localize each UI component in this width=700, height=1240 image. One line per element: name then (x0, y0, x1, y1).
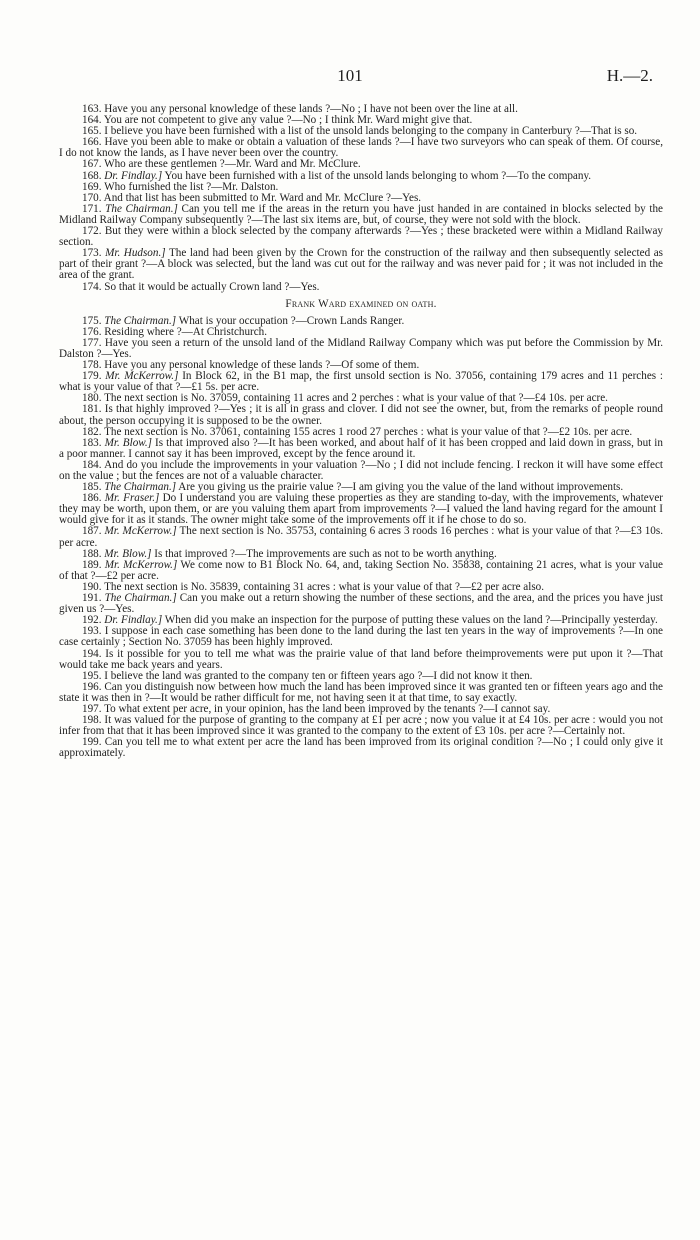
speaker-name: Mr. Hudson.] (105, 247, 166, 260)
question-number: 167. (82, 158, 102, 171)
question-text: Is that improved ?—The improvements are such as not to be worth anything. (154, 547, 497, 560)
speaker-name: The Chairman.] (104, 592, 177, 605)
question-text: Who furnished the list ?—Mr. Dalston. (104, 180, 279, 193)
speaker-name: Mr. McKerrow.] (104, 525, 177, 538)
section-heading: Frank Ward examined on oath. (285, 297, 437, 310)
question-number: 174. (82, 280, 102, 293)
question-paragraph (59, 649, 663, 671)
question-number: 199. (82, 736, 102, 749)
question-text: So that it would be actually Crown land ?—Yes. (104, 280, 320, 293)
question-number: 166. (82, 136, 102, 149)
question-number: 196. (82, 680, 102, 693)
question-text: Is that highly improved ?—Yes ; it is all in grass and clover. I did not see the owner, but, from the remarks of people round about, the person occupying it is supposed to be the owner. (59, 403, 663, 427)
question-text: Have you seen a return of the unsold land of the Midland Railway Company which was put before the Commission by Mr. Dalston ?—Yes. (59, 336, 663, 360)
speaker-name: Mr. McKerrow.] (105, 370, 179, 383)
document-reference: H.—2. (606, 66, 653, 85)
question-text: It was valued for the purpose of granting to the company at £1 per acre ; now you value it at £4 10s. per acre : would you not infer from that that it has been improved since it was granted to the company to the extent of £3 10s. per acre ?—Certainly not. (59, 714, 663, 738)
question-number: 192. (82, 614, 102, 627)
evidence-block-2 (59, 316, 663, 760)
question-number: 181. (82, 403, 102, 416)
speaker-name: The Chairman.] (104, 481, 177, 494)
question-text: The land had been given by the Crown for the construction of the railway and then subsequently selected as part of their grant ?—A block was selected, but the land was cut out for the railway and was never paid for ; it was not included in the area of the grant. (59, 247, 663, 282)
question-paragraph (59, 248, 663, 281)
question-paragraph (59, 560, 663, 582)
question-text: You have been furnished with a list of the unsold lands belonging to whom ?—To the company. (164, 169, 592, 182)
question-text: Have you any personal knowledge of these lands ?—Of some of them. (104, 359, 420, 372)
document-body (59, 104, 663, 759)
speaker-name: The Chairman.] (104, 314, 177, 327)
question-text: Is it possible for you to tell me what was the prairie value of that land before theimprovements were put upon it ?—That would take me back years and years. (59, 647, 663, 671)
question-number: 169. (82, 180, 102, 193)
question-paragraph (59, 404, 663, 426)
question-number: 183. (82, 436, 102, 449)
question-text: Are you giving us the prairie value ?—I am giving you the value of the land without improvements. (178, 481, 624, 494)
question-number: 179. (82, 370, 102, 383)
question-text: Is that improved also ?—It has been worked, and about half of it has been cropped and laid down in grass, but in a poor manner. I cannot say it has been improved, except by the fence around it. (59, 436, 663, 460)
question-text: When did you make an inspection for the purpose of putting these values on the land ?—Principally yesterday. (164, 614, 658, 627)
question-text: I believe the land was granted to the company ten or fifteen years ago ?—I did not know it then. (104, 669, 533, 682)
question-text: The next section is No. 37059, containing 11 acres and 2 perches : what is your value of that ?—£4 10s. per acre. (104, 392, 608, 405)
question-number: 176. (82, 325, 102, 338)
question-number: 187. (82, 525, 102, 538)
question-text: In Block 62, in the B1 map, the first unsold section is No. 37056, containing 179 acres and 11 perches : what is your value of that ?—£1 5s. per acre. (59, 370, 663, 394)
question-text: The next section is No. 35753, containing 6 acres 3 roods 16 perches : what is your value of that ?—£3 10s. per acre. (59, 525, 663, 549)
question-paragraph (59, 204, 663, 226)
question-paragraph (59, 493, 663, 526)
question-number: 188. (82, 547, 102, 560)
question-text: Do I understand you are valuing these properties as they are standing to-day, with the improvements, whatever they may be worth, upon them, or are you valuing them apart from improvements ?—I valued the land having regard for the amount I would give for it as it stands. The owner might take some of the improvements off it if he chose to do so. (59, 492, 663, 527)
question-number: 175. (82, 314, 102, 327)
page-number: 101 (337, 66, 363, 85)
speaker-name: Mr. McKerrow.] (104, 558, 178, 571)
question-number: 193. (82, 625, 102, 638)
question-number: 168. (82, 169, 102, 182)
question-number: 164. (82, 114, 102, 127)
question-text: And do you include the improvements in your valuation ?—No ; I did not include fencing. I reckon it will have some effect on the value ; but the fences are not of a valuable character. (59, 458, 663, 482)
question-paragraph (59, 626, 663, 648)
question-number: 186. (82, 492, 102, 505)
page-header (0, 66, 700, 90)
question-number: 184. (82, 458, 102, 471)
question-number: 191. (82, 592, 102, 605)
question-text: You are not competent to give any value ?—No ; I think Mr. Ward might give that. (103, 114, 473, 127)
speaker-name: Mr. Fraser.] (104, 492, 160, 505)
question-text: I suppose in each case something has been done to the land during the last ten years in the way of improvements ?—In one case certainly ; Section No. 37059 has been highly improved. (59, 625, 664, 649)
question-paragraph (59, 682, 663, 704)
question-number: 170. (82, 191, 102, 204)
question-text: And that list has been submitted to Mr. Ward and Mr. McClure ?—Yes. (103, 191, 422, 204)
speaker-name: Mr. Blow.] (104, 436, 152, 449)
question-number: 190. (82, 580, 102, 593)
question-text: Can you distinguish now between how much the land has been improved since it was granted ten or fifteen years ago and the state it was then in ?—It would be rather difficult for me, not having seen it at that time, to say exactly. (59, 680, 663, 704)
question-number: 165. (82, 125, 102, 138)
question-paragraph (59, 737, 663, 759)
question-number: 189. (82, 558, 102, 571)
question-text: The next section is No. 35839, containing 31 acres : what is your value of that ?—£2 per acre also. (104, 580, 545, 593)
question-paragraph (59, 137, 663, 159)
question-paragraph (59, 438, 663, 460)
question-text: I believe you have been furnished with a list of the unsold lands belonging to the company in Canterbury ?—That is so. (104, 125, 638, 138)
question-text: Can you make out a return showing the number of these sections, and the area, and the prices you have just given us ?—Yes. (59, 592, 664, 616)
question-paragraph (59, 460, 663, 482)
question-number: 177. (82, 336, 102, 349)
question-text: Have you any personal knowledge of these lands ?—No ; I have not been over the line at all. (104, 103, 518, 115)
question-number: 172. (82, 225, 102, 238)
question-paragraph (59, 226, 663, 248)
question-paragraph (59, 371, 663, 393)
question-number: 198. (82, 714, 102, 727)
evidence-block-1 (59, 104, 663, 293)
question-number: 178. (82, 359, 102, 372)
question-text: To what extent per acre, in your opinion, has the land been improved by the tenants ?—I cannot say. (104, 702, 551, 715)
question-paragraph (59, 526, 663, 548)
question-text: Can you tell me if the areas in the return you have just handed in are contained in blocks selected by the Midland Railway Company subsequently ?—The last six items are, but, of course, they were not sold with the block. (59, 202, 663, 226)
question-number: 163. (82, 103, 102, 115)
question-number: 182. (82, 425, 102, 438)
speaker-name: Dr. Findlay.] (104, 169, 163, 182)
question-number: 194. (82, 647, 102, 660)
question-paragraph (59, 282, 663, 293)
question-text: Can you tell me to what extent per acre the land has been improved from its original condition ?—No ; I could only give it approximately. (59, 736, 663, 760)
speaker-name: Dr. Findlay.] (104, 614, 163, 627)
question-number: 180. (82, 392, 102, 405)
question-text: But they were within a block selected by the company afterwards ?—Yes ; these bracketed were within a Midland Railway section. (59, 225, 663, 249)
question-text: Who are these gentlemen ?—Mr. Ward and Mr. McClure. (104, 158, 361, 171)
question-text: The next section is No. 37061, containing 155 acres 1 rood 27 perches : what is your value of that ?—£2 10s. per acre. (104, 425, 633, 438)
question-number: 171. (82, 202, 102, 215)
speaker-name: The Chairman.] (105, 202, 178, 215)
question-number: 197. (82, 702, 102, 715)
question-number: 195. (82, 669, 102, 682)
question-paragraph (59, 715, 663, 737)
question-text: What is your occupation ?—Crown Lands Ranger. (178, 314, 405, 327)
question-text: We come now to B1 Block No. 64, and, taking Section No. 35838, containing 21 acres, what is your value of that ?—£2 per acre. (59, 558, 663, 582)
speaker-name: Mr. Blow.] (104, 547, 152, 560)
question-paragraph (59, 593, 663, 615)
question-number: 185. (82, 481, 102, 494)
question-number: 173. (82, 247, 102, 260)
question-text: Residing where ?—At Christchurch. (104, 325, 268, 338)
question-text: Have you been able to make or obtain a valuation of these lands ?—I have two surveyors who can speak of them. Of course, I do not know the lands, as I have never been over the country. (59, 136, 663, 160)
question-paragraph (59, 338, 663, 360)
